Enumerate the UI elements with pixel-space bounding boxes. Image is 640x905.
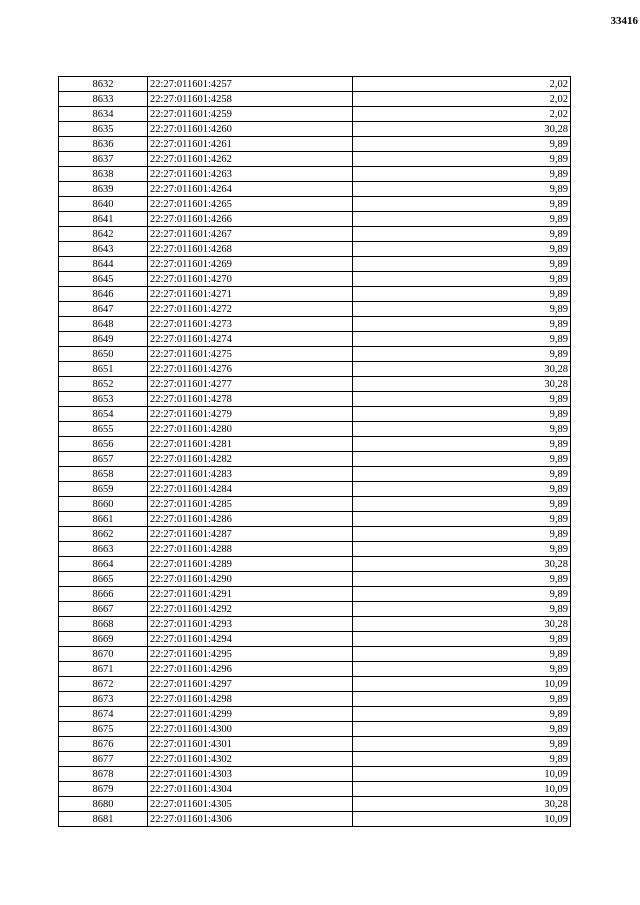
table-row: [59, 362, 571, 377]
cadastral-number-cell: 22:27:011601:4276: [148, 362, 353, 377]
table-row: [59, 152, 571, 167]
table-row: [59, 737, 571, 752]
table-row: [59, 77, 571, 92]
value-cell: 9,89: [353, 392, 571, 407]
table-row: [59, 647, 571, 662]
row-number-cell: 8667: [59, 602, 148, 617]
table-row: [59, 512, 571, 527]
value-cell: 9,89: [353, 542, 571, 557]
row-number-cell: 8657: [59, 452, 148, 467]
cadastral-number-cell: 22:27:011601:4303: [148, 767, 353, 782]
table-row: [59, 782, 571, 797]
row-number-cell: 8677: [59, 752, 148, 767]
value-cell: 9,89: [353, 302, 571, 317]
table-row: [59, 392, 571, 407]
table-row: [59, 557, 571, 572]
value-cell: 30,28: [353, 362, 571, 377]
row-number-cell: 8646: [59, 287, 148, 302]
registry-table: [58, 76, 571, 827]
cadastral-number-cell: 22:27:011601:4289: [148, 557, 353, 572]
table-row: [59, 92, 571, 107]
value-cell: 9,89: [353, 482, 571, 497]
value-cell: 30,28: [353, 122, 571, 137]
value-cell: 10,09: [353, 677, 571, 692]
table-row: [59, 677, 571, 692]
row-number-cell: 8660: [59, 497, 148, 512]
value-cell: 9,89: [353, 467, 571, 482]
table-row: [59, 347, 571, 362]
table-row: [59, 317, 571, 332]
cadastral-number-cell: 22:27:011601:4296: [148, 662, 353, 677]
value-cell: 30,28: [353, 557, 571, 572]
row-number-cell: 8662: [59, 527, 148, 542]
row-number-cell: 8636: [59, 137, 148, 152]
row-number-cell: 8670: [59, 647, 148, 662]
row-number-cell: 8645: [59, 272, 148, 287]
cadastral-number-cell: 22:27:011601:4293: [148, 617, 353, 632]
row-number-cell: 8650: [59, 347, 148, 362]
row-number-cell: 8664: [59, 557, 148, 572]
cadastral-number-cell: 22:27:011601:4261: [148, 137, 353, 152]
table-row: [59, 722, 571, 737]
cadastral-number-cell: 22:27:011601:4302: [148, 752, 353, 767]
table-row: [59, 302, 571, 317]
cadastral-number-cell: 22:27:011601:4265: [148, 197, 353, 212]
value-cell: 9,89: [353, 407, 571, 422]
value-cell: 2,02: [353, 92, 571, 107]
value-cell: 10,09: [353, 767, 571, 782]
table-row: [59, 542, 571, 557]
row-number-cell: 8642: [59, 227, 148, 242]
value-cell: 9,89: [353, 722, 571, 737]
cadastral-number-cell: 22:27:011601:4264: [148, 182, 353, 197]
table-row: [59, 467, 571, 482]
value-cell: 9,89: [353, 137, 571, 152]
table-row: [59, 137, 571, 152]
cadastral-number-cell: 22:27:011601:4294: [148, 632, 353, 647]
value-cell: 9,89: [353, 332, 571, 347]
value-cell: 9,89: [353, 527, 571, 542]
row-number-cell: 8637: [59, 152, 148, 167]
cadastral-number-cell: 22:27:011601:4275: [148, 347, 353, 362]
value-cell: 9,89: [353, 347, 571, 362]
value-cell: 9,89: [353, 662, 571, 677]
table-row: [59, 107, 571, 122]
cadastral-number-cell: 22:27:011601:4272: [148, 302, 353, 317]
cadastral-number-cell: 22:27:011601:4301: [148, 737, 353, 752]
table-row: [59, 602, 571, 617]
row-number-cell: 8673: [59, 692, 148, 707]
value-cell: 30,28: [353, 797, 571, 812]
value-cell: 10,09: [353, 782, 571, 797]
table-row: [59, 197, 571, 212]
row-number-cell: 8641: [59, 212, 148, 227]
cadastral-number-cell: 22:27:011601:4278: [148, 392, 353, 407]
row-number-cell: 8666: [59, 587, 148, 602]
row-number-cell: 8639: [59, 182, 148, 197]
table-row: [59, 272, 571, 287]
row-number-cell: 8675: [59, 722, 148, 737]
table-row: [59, 767, 571, 782]
value-cell: 9,89: [353, 242, 571, 257]
table-row: [59, 122, 571, 137]
table-row: [59, 692, 571, 707]
cadastral-number-cell: 22:27:011601:4273: [148, 317, 353, 332]
value-cell: 2,02: [353, 107, 571, 122]
table-row: [59, 812, 571, 827]
cadastral-number-cell: 22:27:011601:4282: [148, 452, 353, 467]
value-cell: 9,89: [353, 587, 571, 602]
cadastral-number-cell: 22:27:011601:4274: [148, 332, 353, 347]
table-row: [59, 662, 571, 677]
cadastral-number-cell: 22:27:011601:4292: [148, 602, 353, 617]
row-number-cell: 8678: [59, 767, 148, 782]
registry-table-body: [59, 77, 571, 827]
row-number-cell: 8669: [59, 632, 148, 647]
value-cell: 9,89: [353, 632, 571, 647]
value-cell: 9,89: [353, 272, 571, 287]
cadastral-number-cell: 22:27:011601:4280: [148, 422, 353, 437]
value-cell: 9,89: [353, 497, 571, 512]
cadastral-number-cell: 22:27:011601:4283: [148, 467, 353, 482]
cadastral-number-cell: 22:27:011601:4288: [148, 542, 353, 557]
table-row: [59, 242, 571, 257]
table-row: [59, 452, 571, 467]
cadastral-number-cell: 22:27:011601:4295: [148, 647, 353, 662]
row-number-cell: 8635: [59, 122, 148, 137]
cadastral-number-cell: 22:27:011601:4291: [148, 587, 353, 602]
row-number-cell: 8651: [59, 362, 148, 377]
cadastral-number-cell: 22:27:011601:4284: [148, 482, 353, 497]
cadastral-number-cell: 22:27:011601:4263: [148, 167, 353, 182]
value-cell: 9,89: [353, 287, 571, 302]
row-number-cell: 8681: [59, 812, 148, 827]
value-cell: 9,89: [353, 227, 571, 242]
value-cell: 9,89: [353, 737, 571, 752]
table-row: [59, 377, 571, 392]
value-cell: 9,89: [353, 422, 571, 437]
table-row: [59, 632, 571, 647]
value-cell: 9,89: [353, 452, 571, 467]
value-cell: 30,28: [353, 377, 571, 392]
value-cell: 9,89: [353, 752, 571, 767]
page-number: 33416: [610, 15, 638, 27]
row-number-cell: 8668: [59, 617, 148, 632]
table-row: [59, 572, 571, 587]
row-number-cell: 8638: [59, 167, 148, 182]
value-cell: 10,09: [353, 812, 571, 827]
row-number-cell: 8647: [59, 302, 148, 317]
cadastral-number-cell: 22:27:011601:4268: [148, 242, 353, 257]
row-number-cell: 8643: [59, 242, 148, 257]
row-number-cell: 8648: [59, 317, 148, 332]
row-number-cell: 8649: [59, 332, 148, 347]
table-row: [59, 257, 571, 272]
value-cell: 9,89: [353, 707, 571, 722]
row-number-cell: 8632: [59, 77, 148, 92]
row-number-cell: 8654: [59, 407, 148, 422]
table-row: [59, 482, 571, 497]
value-cell: 9,89: [353, 197, 571, 212]
cadastral-number-cell: 22:27:011601:4271: [148, 287, 353, 302]
row-number-cell: 8676: [59, 737, 148, 752]
cadastral-number-cell: 22:27:011601:4285: [148, 497, 353, 512]
table-row: [59, 497, 571, 512]
value-cell: 9,89: [353, 167, 571, 182]
row-number-cell: 8671: [59, 662, 148, 677]
cadastral-number-cell: 22:27:011601:4281: [148, 437, 353, 452]
cadastral-number-cell: 22:27:011601:4267: [148, 227, 353, 242]
table-row: [59, 437, 571, 452]
value-cell: 9,89: [353, 572, 571, 587]
table-row: [59, 587, 571, 602]
table-row: [59, 797, 571, 812]
cadastral-number-cell: 22:27:011601:4260: [148, 122, 353, 137]
cadastral-number-cell: 22:27:011601:4299: [148, 707, 353, 722]
row-number-cell: 8659: [59, 482, 148, 497]
table-row: [59, 617, 571, 632]
value-cell: 9,89: [353, 212, 571, 227]
value-cell: 2,02: [353, 77, 571, 92]
value-cell: 9,89: [353, 152, 571, 167]
cadastral-number-cell: 22:27:011601:4259: [148, 107, 353, 122]
value-cell: 9,89: [353, 257, 571, 272]
row-number-cell: 8674: [59, 707, 148, 722]
table-row: [59, 752, 571, 767]
value-cell: 30,28: [353, 617, 571, 632]
table-row: [59, 422, 571, 437]
row-number-cell: 8665: [59, 572, 148, 587]
row-number-cell: 8644: [59, 257, 148, 272]
row-number-cell: 8658: [59, 467, 148, 482]
cadastral-number-cell: 22:27:011601:4279: [148, 407, 353, 422]
cadastral-number-cell: 22:27:011601:4298: [148, 692, 353, 707]
cadastral-number-cell: 22:27:011601:4262: [148, 152, 353, 167]
table-row: [59, 182, 571, 197]
value-cell: 9,89: [353, 602, 571, 617]
cadastral-number-cell: 22:27:011601:4300: [148, 722, 353, 737]
row-number-cell: 8663: [59, 542, 148, 557]
cadastral-number-cell: 22:27:011601:4257: [148, 77, 353, 92]
row-number-cell: 8633: [59, 92, 148, 107]
cadastral-number-cell: 22:27:011601:4306: [148, 812, 353, 827]
row-number-cell: 8634: [59, 107, 148, 122]
cadastral-number-cell: 22:27:011601:4304: [148, 782, 353, 797]
value-cell: 9,89: [353, 182, 571, 197]
cadastral-number-cell: 22:27:011601:4297: [148, 677, 353, 692]
table-row: [59, 227, 571, 242]
row-number-cell: 8680: [59, 797, 148, 812]
value-cell: 9,89: [353, 692, 571, 707]
table-row: [59, 527, 571, 542]
table-row: [59, 332, 571, 347]
row-number-cell: 8679: [59, 782, 148, 797]
table-row: [59, 167, 571, 182]
cadastral-number-cell: 22:27:011601:4269: [148, 257, 353, 272]
row-number-cell: 8640: [59, 197, 148, 212]
table-row: [59, 287, 571, 302]
row-number-cell: 8672: [59, 677, 148, 692]
value-cell: 9,89: [353, 437, 571, 452]
table-row: [59, 407, 571, 422]
row-number-cell: 8661: [59, 512, 148, 527]
cadastral-number-cell: 22:27:011601:4266: [148, 212, 353, 227]
row-number-cell: 8656: [59, 437, 148, 452]
cadastral-number-cell: 22:27:011601:4290: [148, 572, 353, 587]
cadastral-number-cell: 22:27:011601:4286: [148, 512, 353, 527]
value-cell: 9,89: [353, 647, 571, 662]
cadastral-number-cell: 22:27:011601:4270: [148, 272, 353, 287]
value-cell: 9,89: [353, 317, 571, 332]
cadastral-number-cell: 22:27:011601:4287: [148, 527, 353, 542]
row-number-cell: 8652: [59, 377, 148, 392]
row-number-cell: 8653: [59, 392, 148, 407]
table-row: [59, 212, 571, 227]
value-cell: 9,89: [353, 512, 571, 527]
cadastral-number-cell: 22:27:011601:4258: [148, 92, 353, 107]
table-row: [59, 707, 571, 722]
cadastral-number-cell: 22:27:011601:4305: [148, 797, 353, 812]
cadastral-number-cell: 22:27:011601:4277: [148, 377, 353, 392]
row-number-cell: 8655: [59, 422, 148, 437]
